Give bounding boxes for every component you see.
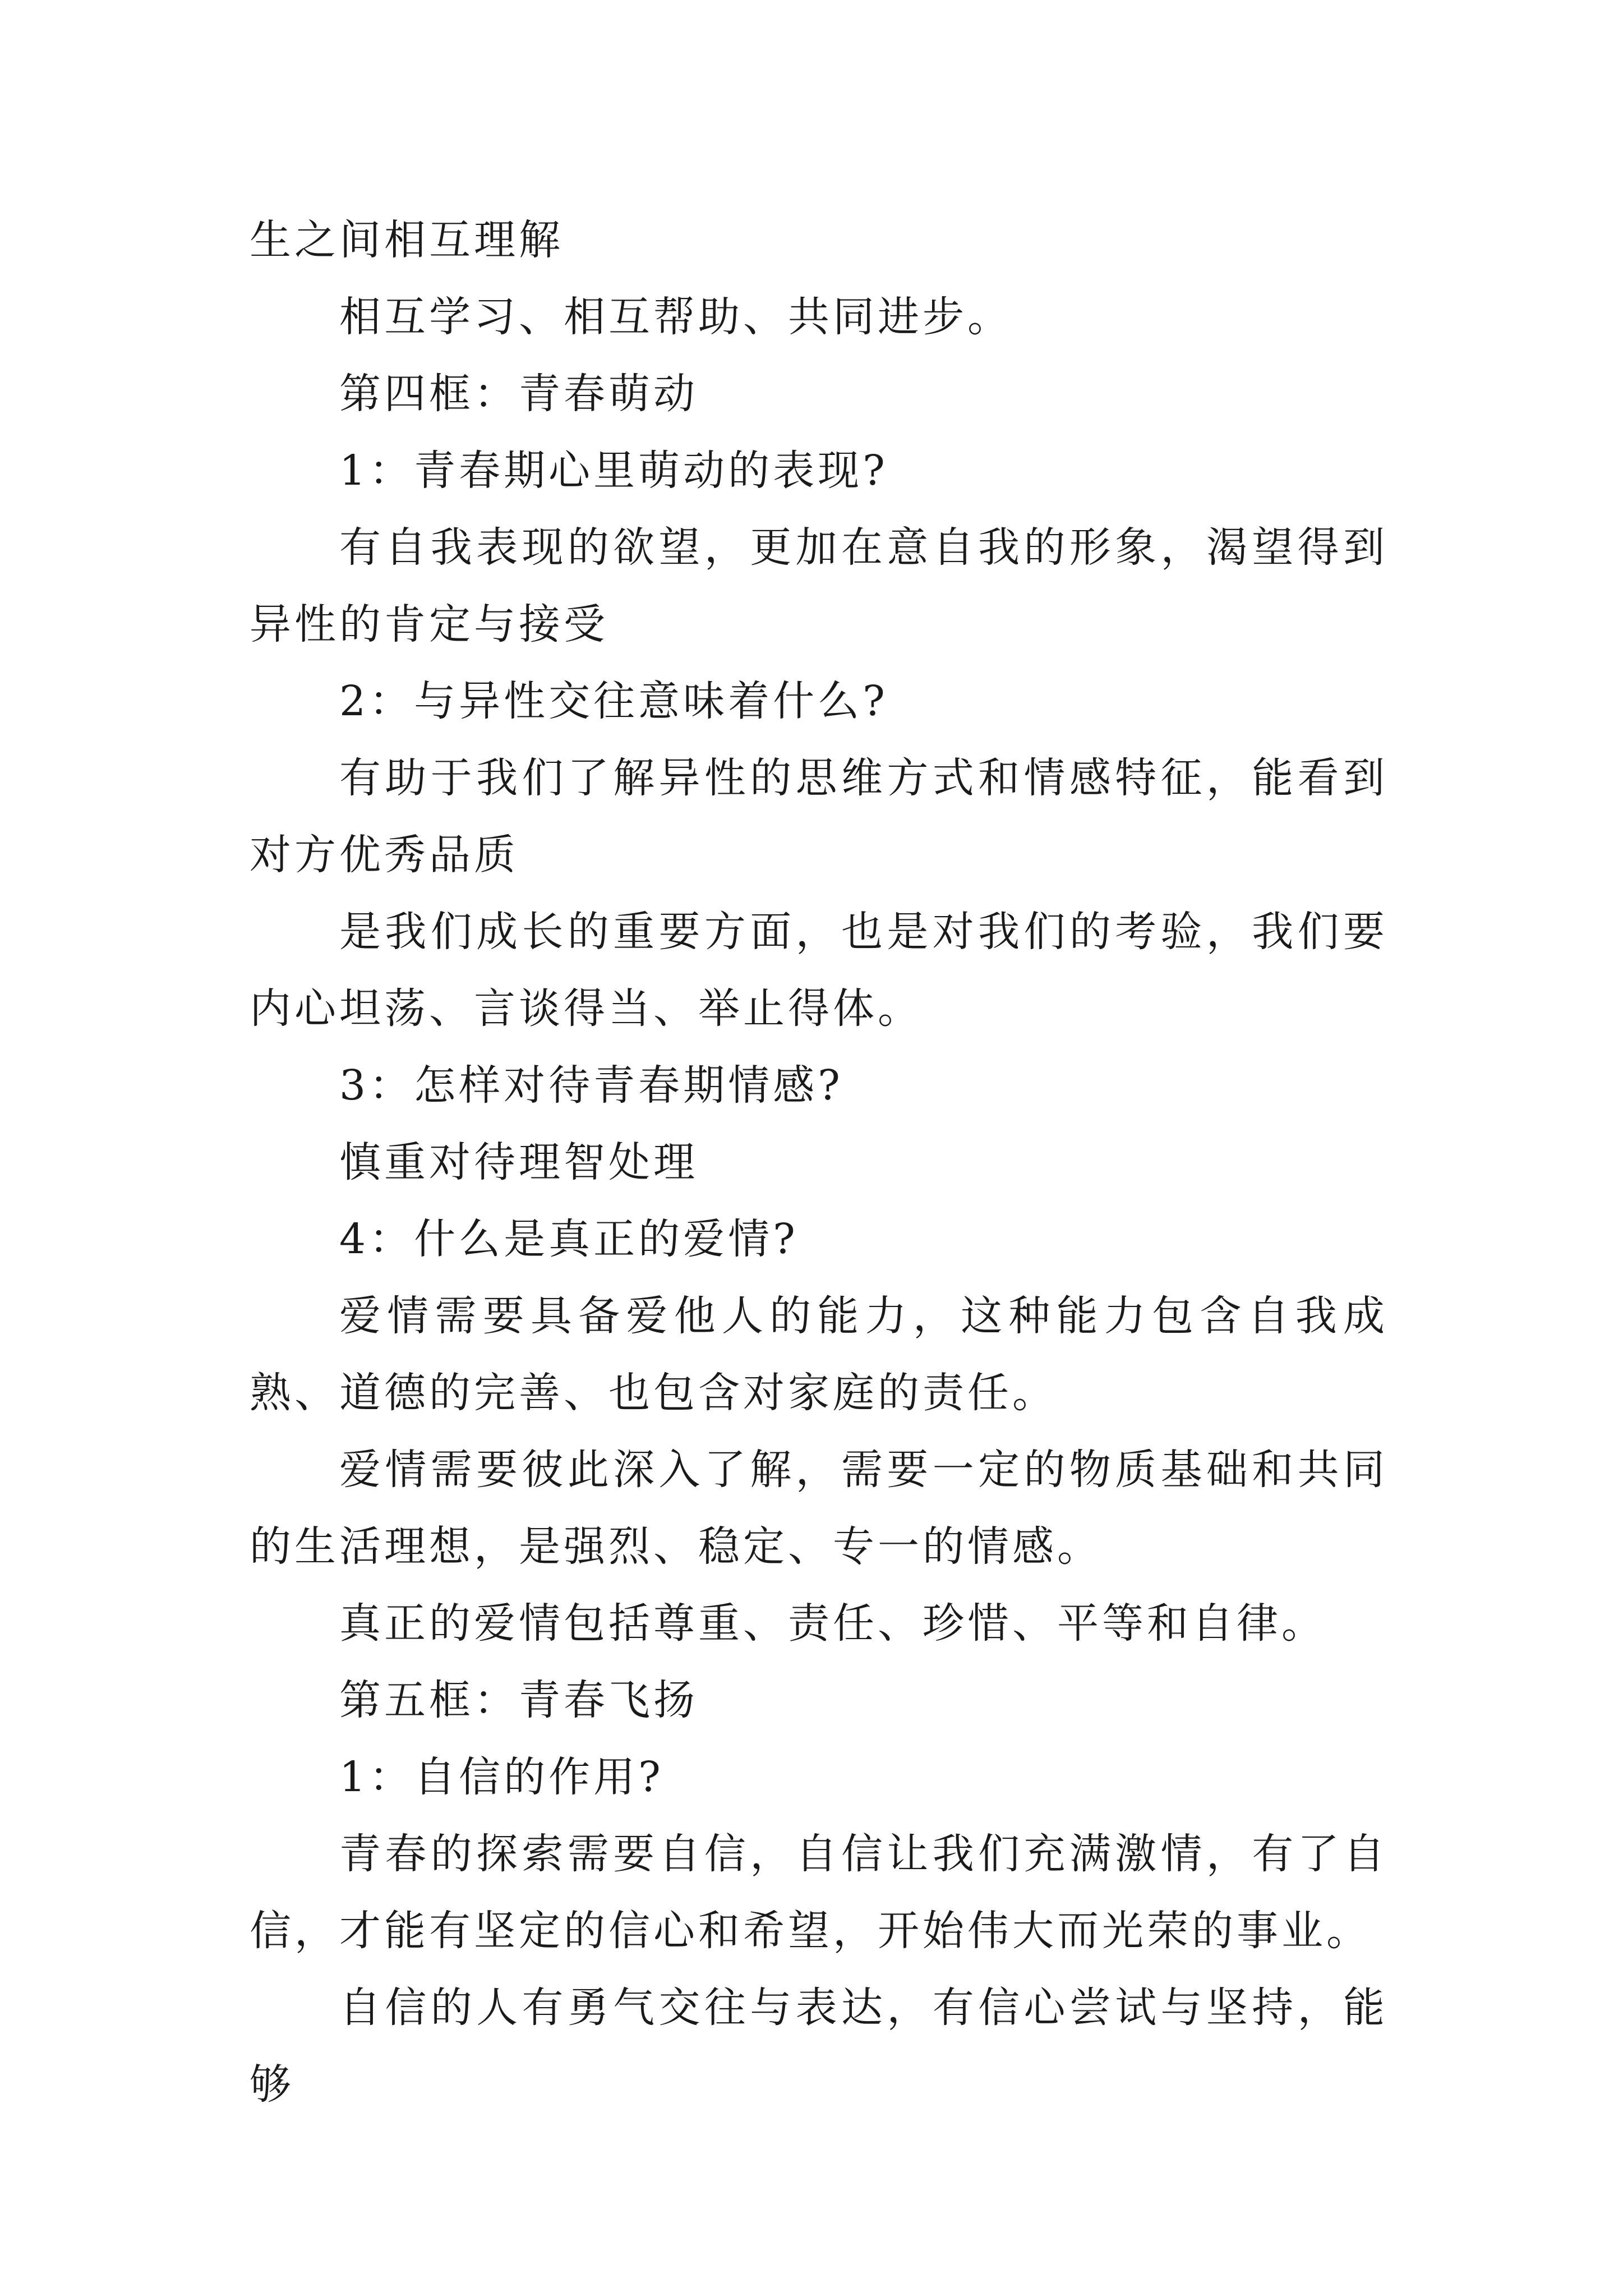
section-heading-4: 第四框：青春萌动 [339, 370, 698, 418]
answer-2a: 有助于我们了解异性的思维方式和情感特征，能看到对方优秀品质 [250, 754, 1388, 879]
answer-4a: 爱情需要具备爱他人的能力，这种能力包含自我成熟、道德的完善、也包含对家庭的责任。 [250, 1292, 1388, 1417]
question-5-1: 1：自信的作用? [339, 1753, 664, 1801]
question-4: 4：什么是真正的爱情? [339, 1215, 799, 1263]
question-3: 3：怎样对待青春期情感? [339, 1061, 843, 1110]
answer-4c: 真正的爱情包括尊重、责任、珍惜、平等和自律。 [339, 1599, 1326, 1648]
question-2: 2：与异性交往意味着什么? [339, 677, 888, 725]
answer-2b: 是我们成长的重要方面，也是对我们的考验，我们要内心坦荡、言谈得当、举止得体。 [250, 908, 1388, 1033]
paragraph: 相互学习、相互帮助、共同进步。 [339, 293, 1012, 341]
paragraph-continuation: 生之间相互理解 [250, 216, 564, 264]
answer-4b: 爱情需要彼此深入了解，需要一定的物质基础和共同的生活理想，是强烈、稳定、专一的情感。 [250, 1446, 1388, 1571]
answer-1: 有自我表现的欲望，更加在意自我的形象，渴望得到异性的肯定与接受 [250, 523, 1388, 648]
answer-5-1a: 青春的探索需要自信，自信让我们充满激情，有了自信，才能有坚定的信心和希望，开始伟大而光荣的事业。 [250, 1830, 1388, 1955]
section-heading-5: 第五框：青春飞扬 [339, 1676, 698, 1724]
document-body [250, 202, 1388, 2123]
answer-3: 慎重对待理智处理 [339, 1138, 698, 1186]
question-1: 1：青春期心里萌动的表现? [339, 447, 888, 495]
answer-5-1b: 自信的人有勇气交往与表达，有信心尝试与坚持，能够 [250, 1984, 1388, 2109]
